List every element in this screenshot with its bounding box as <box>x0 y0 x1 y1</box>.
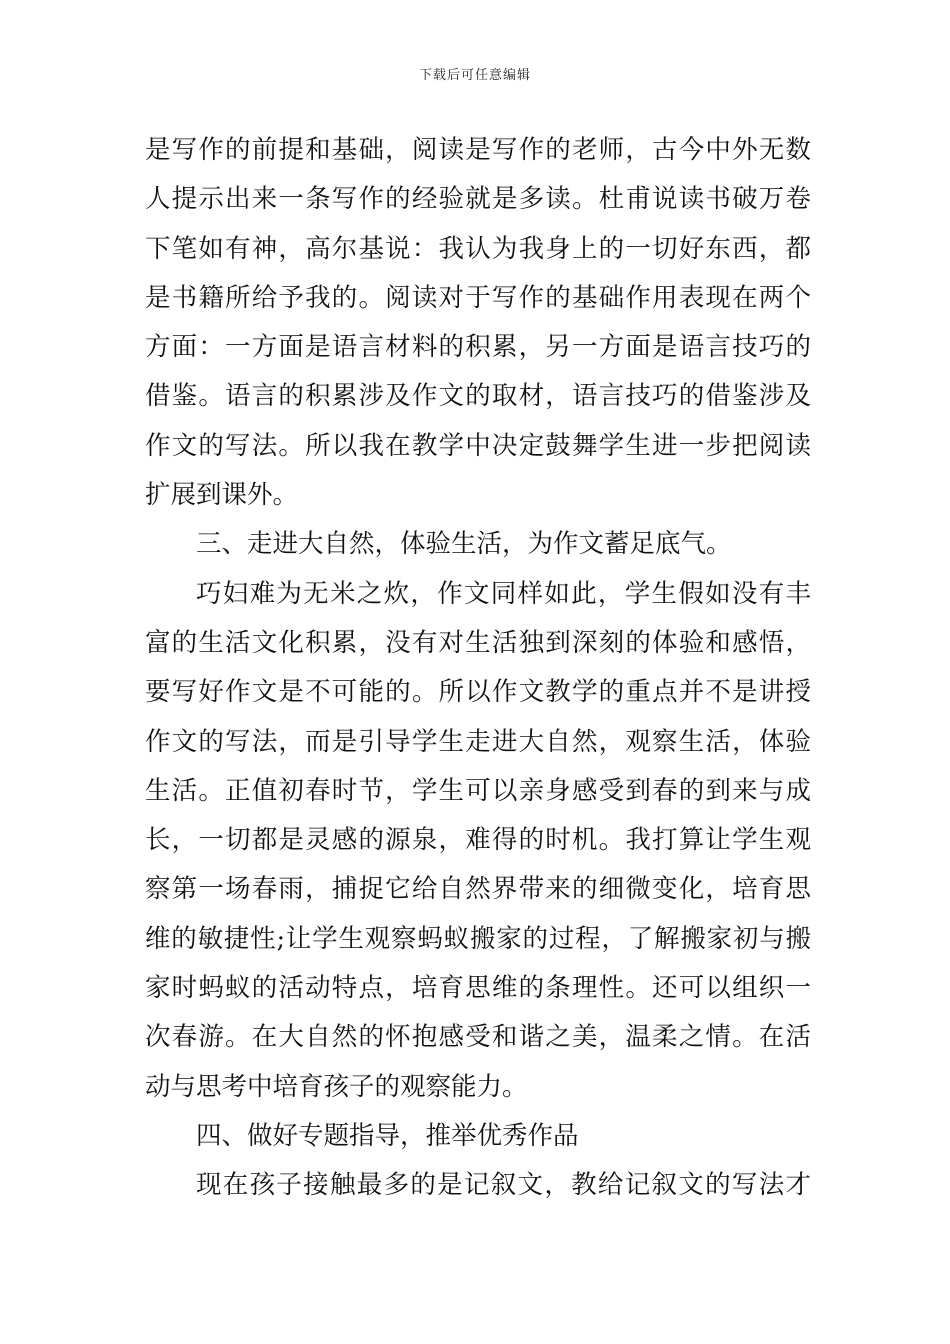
text-line: 扩展到课外。 <box>145 480 299 511</box>
text-line: 方面：一方面是语言材料的积累，另一方面是语言技巧的 <box>145 332 811 363</box>
text-line: 长，一切都是灵感的源泉，难得的时机。我打算让学生观 <box>145 825 811 856</box>
text-line: 下笔如有神，高尔基说：我认为我身上的一切好东西，都 <box>145 233 811 264</box>
section-heading: 四、做好专题指导，推举优秀作品 <box>196 1120 579 1151</box>
text-line: 家时蚂蚁的活动特点，培育思维的条理性。还可以组织一 <box>145 973 811 1004</box>
section-heading: 三、走进大自然，体验生活，为作文蓄足底气。 <box>196 529 732 560</box>
text-line: 借鉴。语言的积累涉及作文的取材，语言技巧的借鉴涉及 <box>145 381 811 412</box>
text-line: 作文的写法，而是引导学生走进大自然，观察生活，体验 <box>145 726 811 757</box>
text-line: 维的敏捷性;让学生观察蚂蚁搬家的过程，了解搬家初与搬 <box>145 923 811 954</box>
text-line: 富的生活文化积累，没有对生活独到深刻的体验和感悟， <box>145 627 811 658</box>
document-body <box>145 126 811 1211</box>
page-header: 下载后可任意编辑 <box>418 68 531 83</box>
text-line: 动与思考中培育孩子的观察能力。 <box>145 1071 528 1102</box>
text-line: 察第一场春雨，捕捉它给自然界带来的细微变化，培育思 <box>145 874 811 905</box>
text-line: 现在孩子接触最多的是记叙文，教给记叙文的写法才 <box>196 1170 811 1201</box>
text-line: 是写作的前提和基础，阅读是写作的老师，古今中外无数 <box>145 135 811 165</box>
text-line: 要写好作文是不可能的。所以作文教学的重点并不是讲授 <box>145 677 811 708</box>
text-line: 人提示出来一条写作的经验就是多读。杜甫说读书破万卷 <box>145 184 811 215</box>
text-line: 巧妇难为无米之炊，作文同样如此，学生假如没有丰 <box>196 578 811 609</box>
text-line: 次春游。在大自然的怀抱感受和谐之美，温柔之情。在活 <box>145 1022 811 1053</box>
text-line: 作文的写法。所以我在教学中决定鼓舞学生进一步把阅读 <box>145 430 811 461</box>
text-line: 是书籍所给予我的。阅读对于写作的基础作用表现在两个 <box>145 282 811 313</box>
text-line: 生活。正值初春时节，学生可以亲身感受到春的到来与成 <box>145 775 811 806</box>
